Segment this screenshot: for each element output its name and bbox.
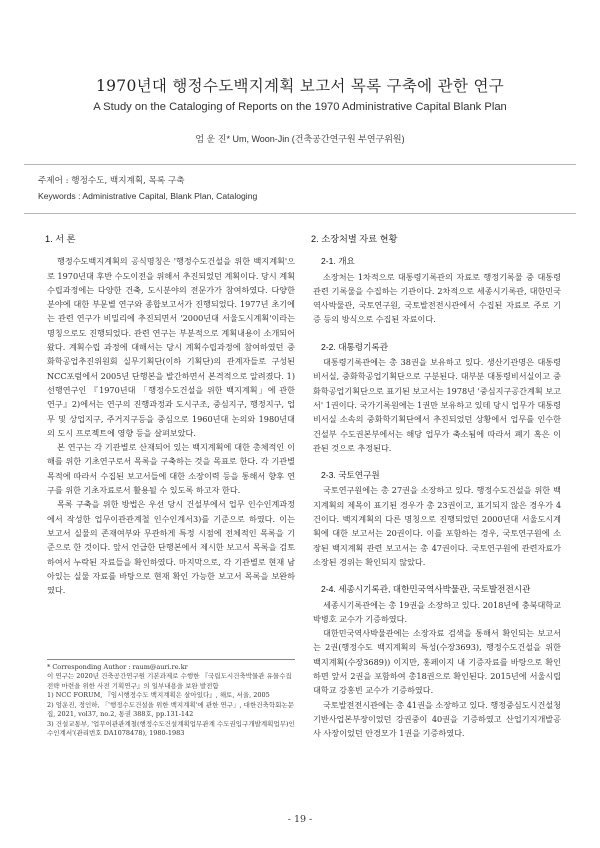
- page-number: - 19 -: [287, 814, 313, 825]
- author-line: 엄 운 진* Um, Woon-Jin (건축공간연구원 부연구위원): [195, 134, 405, 144]
- section-heading-holdings: 2. 소장처별 자료 현황: [311, 234, 398, 244]
- section-heading-introduction: 1. 서 론: [45, 234, 76, 244]
- footnote: 3) 건설교통부, '업무이관관계철(행정수도건설계획업무관계 수도권입구개발계획업무)인수인계서'(관리번호 DA1078478), 1980-1983: [47, 719, 295, 738]
- subsection-heading: 2-1. 개요: [321, 256, 355, 267]
- paper-title: 1970년대 행정수도백지계획 보고서 목록 구축에 관한 연구: [95, 77, 504, 95]
- body-paragraph: 행정수도백지계획의 공식명칭은 '행정수도건설을 위한 백지계획'으로 1970년대 후반 수도이전을 위해서 추진되었던 계획이다. 당시 계획수립과정에는 다양한 건축, 도시분야의 전문가가 참여하였다. 다양한 분야에 대한 부문별 연구와 종합보고서가 진행되었다. 1977년 초기에는 관련 연구가 비밀리에 추진되면서 '2000년대 서울도시계획'이라는 명칭으로도 진행되었다. 관련 연구는 부분적으로 계획내용이 소개되어 왔다. 계획수립 과정에 대해서는 당시 계획수립과정에 참여하였던 중화학공업추진위원회 실무기획단(이하 기획단)의 관계자들로 구성된 NCC포럼에서 2005년 단행본을 발간하면서 본격적으로 알려졌다. 1) 선행연구인 『1970년대 「행정수도건설을 위한 백지계획」에 관한 연구』2)에서는 연구의 진행과정과 도시구조, 중심지구, 행정지구, 업무 및 상업지구, 주거지구등을 중심으로 1960년대 논의와 1980년대의 도시 프로젝트에 영향 등을 살펴보았다.: [47, 256, 295, 438]
- keywords-box: [24, 164, 576, 214]
- body-paragraph: 국토발전전시관에는 총 41권을 소장하고 있다. 행정중심도시건설청 기반사업본부장이었던 강권중이 40권을 기증하였고 산업기지개발공사 사장이었던 안경모가 1권을 기증하였다.: [313, 699, 561, 739]
- body-paragraph: 목록 구축을 위한 방법은 우선 당시 건설부에서 업무 인수인계과정에서 작성한 업무이관관계철 인수인계서3)를 기준으로 하였다. 이는 보고서 실물의 존재여부와 무관하게 특정 시점에 전체적인 목록을 기준으로 한 것이다. 앞서 언급한 단행본에서 제시한 보고서 목록을 검토하여서 누락된 자료들을 확인하였다. 마지막으로, 각 기관별로 현재 남아있는 실물 자료를 바탕으로 현재 확인 가능한 보고서 목록을 보완하였다.: [47, 499, 295, 596]
- footnote: * Corresponding Author : raum@auri.re.kr: [47, 663, 188, 671]
- subsection-heading: 2-2. 대통령기록관: [321, 341, 389, 352]
- body-paragraph: 국토연구원에는 총 27권을 소장하고 있다. 행정수도건설을 위한 백지계획의 제목이 표기된 경우가 총 23권이고, 표기되지 않은 경우가 4건이다. 백지계획의 다른 명칭으로 진행되었던 2000년대 서울도시계획에 대한 보고서는 20권이다. 이를 포함하는 경우, 국토연구원에 소장된 백지계획 관련 보고서는 총 47권이다. 국토연구원에 관련자료가 소장된 경위는 확인되지 않았다.: [313, 485, 561, 567]
- footnote: 1) NCC FORUM, 『임시행정수도 백지계획은 살아있다』, 해토, 서울, 2005: [47, 691, 270, 700]
- body-paragraph: 소장처는 1차적으로 대통령기록관의 자료로 행정기록물 중 대통령관련 기록물을 수집하는 기관이다. 2차적으로 세종시기록관, 대한민국역사박물관, 국토연구원, 국토발전전시관에서 수집된 자료로 주로 기증 등의 방식으로 수집된 자료이다.: [313, 271, 561, 325]
- body-paragraph: 대통령기록관에는 총 38권을 보유하고 있다. 생산기관명은 대통령비서실, 중화학공업기획단으로 구분된다. 대부분 대통령비서실이고 중화학공업기획단으로 표기된 보고서는 1978년 '중심지구공간계획 보고서' 1권이다. 국가기록원에는 1권만 보유하고 있데 당시 업무가 대통령비서실 소속의 중화학기획단에서 추진되었던 상황에서 업무를 인수한 건설부 수도권본부에서는 해당 업무가 축소됨에 따라서 폐기 혹은 이관된 것으로 추정된다.: [313, 357, 561, 453]
- footnote-divider: [47, 659, 295, 660]
- subsection-heading: 2-4. 세종시기록관, 대한민국역사박물관, 국토발전전시관: [321, 584, 531, 595]
- footnote: 2) 엄운진, 정인하, 「'행정수도건설을 위한 백지계획'에 관한 연구」, 대한건축학회논문집, 2021, vol37, no.2, 통권 388호, pp.131-142: [47, 700, 294, 719]
- body-paragraph: 본 연구는 각 기관별로 산재되어 있는 백지계획에 대한 총체적인 이해를 위한 기초연구로서 목록을 구축하는 것을 목표로 한다. 각 기관별 목적에 따라서 수집된 보고서들에 대한 소장이력 등을 통해서 향후 연구를 위한 기초자료로서 활용될 수 있도록 하고자 한다.: [47, 442, 295, 496]
- body-paragraph: 세종시기록관에는 총 19권을 소장하고 있다. 2018년에 충북대학교 박병호 교수가 기증하였다.: [313, 599, 561, 624]
- footnotes: [47, 663, 295, 739]
- left-column: [47, 232, 295, 597]
- keywords-korean: 주제어 : 행정수도, 백지계획, 목록 구축: [38, 176, 185, 186]
- right-column: [313, 232, 561, 741]
- body-paragraph: 대한민국역사박물관에는 소장자료 검색을 통해서 확인되는 보고서는 2권(행정수도 백지계획의 특성(수장3693), 행정수도건설을 위한 백지계획(수장3689)) 이지만, 홍페이지 내 기증자료를 바탕으로 확인하면 앞서 2권을 포함하여 총18권으로 확인된다. 2015년에 서울시립대학교 강홍빈 교수가 기증하였다.: [313, 628, 561, 696]
- footnote: 이 연구는 2020년 건축공간연구원 기본과제로 수행한 『국립도시건축박물관 유물수집전략 마련을 위한 사전 기획연구』의 일부내용을 보완 발전함: [47, 672, 292, 690]
- keywords-english: Keywords : Administrative Capital, Blank Plan, Cataloging: [38, 191, 258, 201]
- paper-subtitle: A Study on the Cataloging of Reports on the 1970 Administrative Capital Blank Plan: [93, 101, 507, 113]
- subsection-heading: 2-3. 국토연구원: [321, 470, 380, 481]
